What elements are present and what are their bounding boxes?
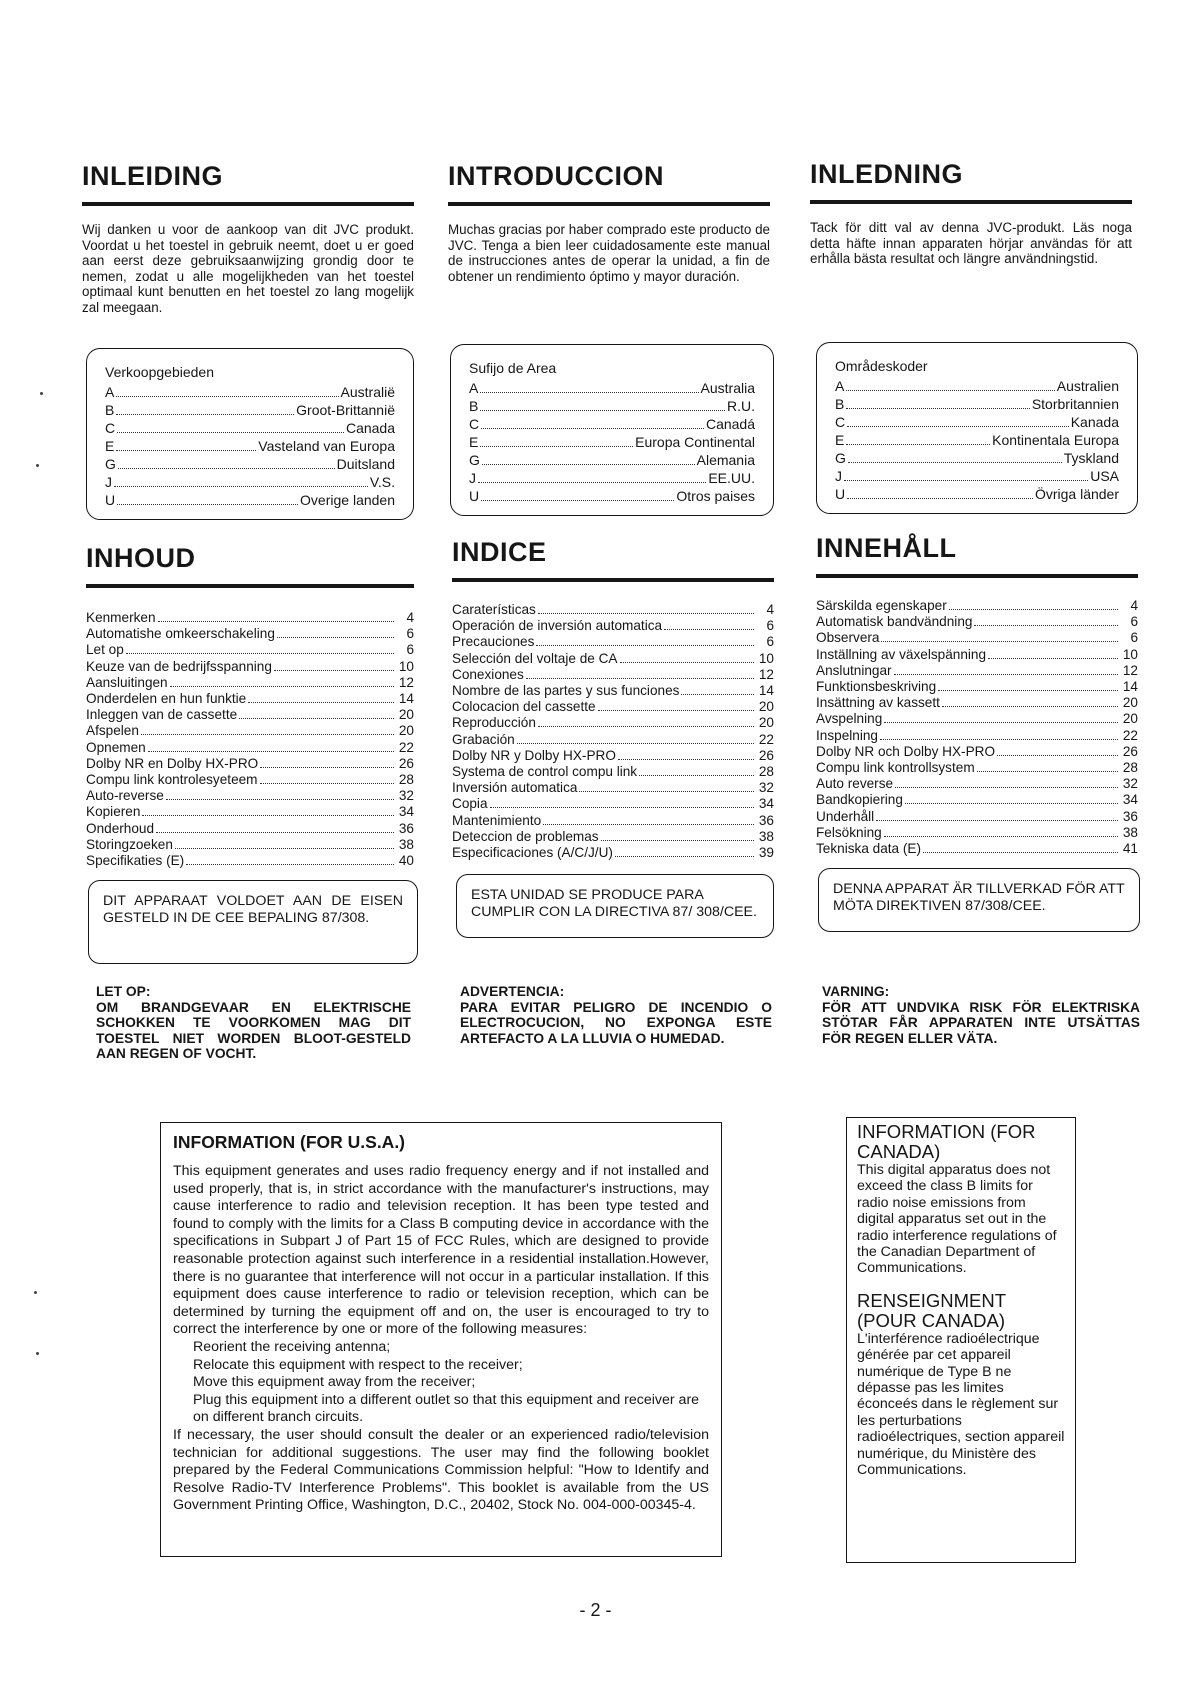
- area-row: E Vasteland van Europa: [105, 438, 395, 454]
- swedish-notice-box: DENNA APPARAT ÄR TILLVERKAD FÖR ATT MÖTA DIREKTIVEN 87/308/CEE.: [818, 868, 1140, 932]
- area-row: J USA: [835, 468, 1119, 484]
- area-row: C Canada: [105, 420, 395, 436]
- toc-row: Caraterísticas 4: [452, 602, 774, 617]
- toc-row: Observera 6: [816, 630, 1138, 646]
- spanish-area-title: Sufijo de Area: [469, 360, 557, 376]
- toc-row: Compu link kontrolesyeteem 28: [86, 772, 414, 788]
- dutch-intro: Wij danken u voor de aankoop van dit JVC produkt. Voordat u het toestel in gebruik neemt, doet u er goed aan eerst deze gebruiksaanwijzing grondig door te nemen, zodat u alle mogelijkheden van het toestel optimaal kunt benutten en het toestel zo lang mogelijk zal meegaan.: [82, 222, 414, 315]
- swedish-heading-rule: [810, 200, 1132, 204]
- swedish-intro: Tack för ditt val av denna JVC-produkt. Läs noga detta häfte innan apparaten hörjar användas för att erhålla bästa resultat och längre användningstid.: [810, 220, 1132, 266]
- spanish-heading-rule: [448, 202, 770, 206]
- area-row: A Australië: [105, 384, 395, 400]
- canada-renseignment-title: RENSEIGNMENT (POUR CANADA): [857, 1289, 1006, 1331]
- toc-row: Nombre de las partes y sus funciones 14: [452, 683, 774, 699]
- spanish-toc-section: [452, 534, 774, 861]
- margin-mark: [36, 1352, 39, 1355]
- area-row: U Overige landen: [105, 492, 395, 508]
- toc-row: Anslutningar 12: [816, 662, 1138, 678]
- canada-information-text: This digital apparatus does not exceed the class B limits for radio noise emissions from digital apparatus set out in the radio interference regulations of the Canadian Department of Communications.: [857, 1162, 1057, 1277]
- swedish-heading: INLEDNING: [810, 159, 963, 189]
- usa-measure-item: Reorient the receiving antenna;: [193, 1338, 391, 1355]
- swedish-warning-text: FÖR ATT UNDVIKA RISK FÖR ELEKTRISKA STÖTAR FÅR APPARATEN INTE UTSÄTTAS FÖR REGEN ELLER VÄTA.: [822, 999, 1140, 1046]
- area-row: B Groot-Brittannië: [105, 402, 395, 418]
- toc-row: Inspelning 22: [816, 727, 1138, 743]
- toc-row: Inställning av växelspänning 10: [816, 646, 1138, 662]
- spanish-toc-rule: [452, 578, 774, 582]
- spanish-column: [448, 158, 770, 284]
- toc-row: Automatishe omkeerschakeling 6: [86, 626, 414, 642]
- usa-information-box: [160, 1122, 722, 1557]
- usa-measure-item: Relocate this equipment with respect to the receiver;: [193, 1356, 523, 1373]
- toc-row: Onderhoud 36: [86, 820, 414, 836]
- toc-row: Mantenimiento 36: [452, 812, 774, 828]
- swedish-toc-heading: INNEHÅLL: [816, 533, 957, 563]
- page-number: - 2 -: [579, 1600, 612, 1620]
- margin-mark: [34, 1291, 37, 1294]
- area-row: B Storbritannien: [835, 396, 1119, 412]
- toc-row: Funktionsbeskriving 14: [816, 679, 1138, 695]
- dutch-warning: [96, 984, 411, 1062]
- area-row: G Alemania: [469, 452, 755, 468]
- swedish-warning: [822, 984, 1140, 1046]
- toc-row: Selección del voltaje de CA 10: [452, 650, 774, 666]
- toc-row: Kopieren 34: [86, 804, 414, 820]
- spanish-area-box: [450, 344, 774, 516]
- toc-row: Reproducción 20: [452, 715, 774, 731]
- area-row: A Australien: [835, 378, 1119, 394]
- usa-measure-item: Move this equipment away from the receiver;: [193, 1374, 476, 1391]
- toc-row: Felsökning 38: [816, 824, 1138, 840]
- toc-row: Grabación 22: [452, 731, 774, 747]
- toc-row: Specifikaties (E) 40: [86, 853, 414, 869]
- dutch-toc-heading: INHOUD: [86, 543, 196, 573]
- toc-row: Opnemen 22: [86, 739, 414, 755]
- area-row: G Duitsland: [105, 456, 395, 472]
- toc-row: Insättning av kassett 20: [816, 695, 1138, 711]
- toc-row: Kenmerken 4: [86, 610, 414, 625]
- toc-row: Dolby NR y Dolby HX-PRO 26: [452, 747, 774, 763]
- area-row: E Kontinentala Europa: [835, 432, 1119, 448]
- toc-row: Auto-reverse 32: [86, 788, 414, 804]
- dutch-heading: INLEIDING: [82, 161, 224, 191]
- usa-measures-list: [173, 1339, 709, 1427]
- usa-measure-item: Plug this equipment into a different outlet so that this equipment and receiver are on different branch circuits.: [193, 1391, 700, 1426]
- usa-paragraph-2: If necessary, the user should consult the dealer or an experienced radio/television technician for additional suggestions. The user may find the following booklet prepared by the Federal Communications Commission helpful: "How to Identify and Resolve Radio-TV Interference Problems". This booklet is available from the US Government Printing Office, Washington, D.C., 20402, Stock No. 004-000-00345-4.: [173, 1426, 709, 1514]
- area-row: C Kanada: [835, 414, 1119, 430]
- area-row: A Australia: [469, 380, 755, 396]
- toc-row: Inversión automatica 32: [452, 780, 774, 796]
- swedish-toc-section: [816, 530, 1138, 857]
- toc-row: Copia 34: [452, 796, 774, 812]
- area-row: J EE.UU.: [469, 470, 755, 486]
- margin-mark: [36, 464, 39, 467]
- spanish-notice-box: ESTA UNIDAD SE PRODUCE PARA CUMPLIR CON LA DIRECTIVA 87/ 308/CEE.: [456, 874, 774, 938]
- area-row: B R.U.: [469, 398, 755, 414]
- dutch-area-box: [86, 348, 414, 520]
- dutch-area-list: [105, 383, 395, 509]
- area-row: U Övriga länder: [835, 486, 1119, 502]
- toc-row: Compu link kontrollsystem 28: [816, 760, 1138, 776]
- swedish-area-list: [835, 377, 1119, 503]
- toc-row: Aansluitingen 12: [86, 674, 414, 690]
- toc-row: Operación de inversión automatica 6: [452, 618, 774, 634]
- toc-row: Underhåll 36: [816, 808, 1138, 824]
- spanish-toc-heading: INDICE: [452, 537, 547, 567]
- canada-information-title: INFORMATION (FOR CANADA): [857, 1121, 1036, 1162]
- canada-information-box: [846, 1117, 1076, 1563]
- toc-row: Keuze van de bedrijfsspanning 10: [86, 658, 414, 674]
- toc-row: Afspelen 20: [86, 723, 414, 739]
- toc-row: Avspelning 20: [816, 711, 1138, 727]
- area-row: C Canadá: [469, 416, 755, 432]
- spanish-intro: Muchas gracias por haber comprado este producto de JVC. Tenga a bien leer cuidadosamente este manual de instrucciones antes de operar la unidad, a fin de obtener un rendimiento óptimo y mayor duración.: [448, 222, 770, 284]
- canada-renseignment-text: L'interférence radioélectrique générée par cet appareil numérique de Type B ne dépasse pas les limites éconceés dans le règlement sur les perturbations radioélectriques, section appareil numérique, du Ministère des Communications.: [857, 1330, 1065, 1479]
- spanish-warning-text: PARA EVITAR PELIGRO DE INCENDIO O ELECTROCUCION, NO EXPONGA ESTE ARTEFACTO A LA LLUVIA O HUMEDAD.: [460, 999, 772, 1046]
- toc-row: Särskilda egenskaper 4: [816, 598, 1138, 613]
- margin-mark: [40, 392, 43, 395]
- toc-row: Systema de control compu link 28: [452, 764, 774, 780]
- dutch-notice-box: DIT APPARAAT VOLDOET AAN DE EISEN GESTELD IN DE CEE BEPALING 87/308.: [88, 880, 418, 964]
- toc-row: Onderdelen en hun funktie 14: [86, 691, 414, 707]
- area-row: U Otros paises: [469, 488, 755, 504]
- toc-row: Conexiones 12: [452, 666, 774, 682]
- toc-row: Dolby NR en Dolby HX-PRO 26: [86, 755, 414, 771]
- swedish-area-box: [816, 342, 1138, 514]
- swedish-column: [810, 156, 1132, 267]
- toc-row: Especificaciones (A/C/J/U) 39: [452, 845, 774, 861]
- dutch-toc-section: [86, 540, 414, 869]
- toc-row: Colocacion del cassette 20: [452, 699, 774, 715]
- usa-information-title: INFORMATION (FOR U.S.A.): [173, 1132, 406, 1152]
- swedish-toc-list: [816, 598, 1138, 857]
- dutch-toc-list: [86, 610, 414, 869]
- toc-row: Bandkopiering 34: [816, 792, 1138, 808]
- toc-row: Storingzoeken 38: [86, 836, 414, 852]
- usa-paragraph-1: This equipment generates and uses radio frequency energy and if not installed and used properly, that is, in strict accordance with the manufacturer's instructions, may cause interference to radio and television reception. It has been type tested and found to comply with the limits for a Class B computing device in accordance with the specifications in Subpart J of Part 15 of FCC Rules, which are designed to provide reasonable protection against such interference in a residential installation.However, there is no guarantee that interference will not occur in a particular installation. If this equipment does cause interference to radio or television reception, which can be determined by turning the equipment off and on, the user is encouraged to try to correct the interference by one or more of the following measures:: [173, 1163, 709, 1338]
- swedish-toc-rule: [816, 574, 1138, 578]
- spanish-toc-list: [452, 602, 774, 861]
- dutch-toc-rule: [86, 584, 414, 588]
- swedish-warning-title: VARNING:: [822, 984, 890, 999]
- toc-row: Let op 6: [86, 642, 414, 658]
- toc-row: Precauciones 6: [452, 634, 774, 650]
- toc-row: Automatisk bandvändning 6: [816, 614, 1138, 630]
- swedish-area-title: Områdeskoder: [835, 358, 928, 374]
- toc-row: Deteccion de problemas 38: [452, 828, 774, 844]
- toc-row: Auto reverse 32: [816, 776, 1138, 792]
- spanish-warning-title: ADVERTENCIA:: [460, 984, 565, 999]
- dutch-column: [82, 158, 414, 315]
- area-row: G Tyskland: [835, 450, 1119, 466]
- dutch-warning-title: LET OP:: [96, 984, 151, 999]
- toc-row: Inleggen van de cassette 20: [86, 707, 414, 723]
- spanish-heading: INTRODUCCION: [448, 161, 664, 191]
- area-row: J V.S.: [105, 474, 395, 490]
- dutch-warning-text: OM BRANDGEVAAR EN ELEKTRISCHE SCHOKKEN TE VOORKOMEN MAG DIT TOESTEL NIET WORDEN BLOOT-GESTELD AAN REGEN OF VOCHT.: [96, 999, 411, 1061]
- spanish-warning: [460, 984, 772, 1046]
- dutch-heading-rule: [82, 202, 414, 206]
- toc-row: Tekniska data (E) 41: [816, 841, 1138, 857]
- toc-row: Dolby NR och Dolby HX-PRO 26: [816, 743, 1138, 759]
- area-row: E Europa Continental: [469, 434, 755, 450]
- dutch-area-title: Verkoopgebieden: [105, 364, 214, 380]
- spanish-area-list: [469, 379, 755, 505]
